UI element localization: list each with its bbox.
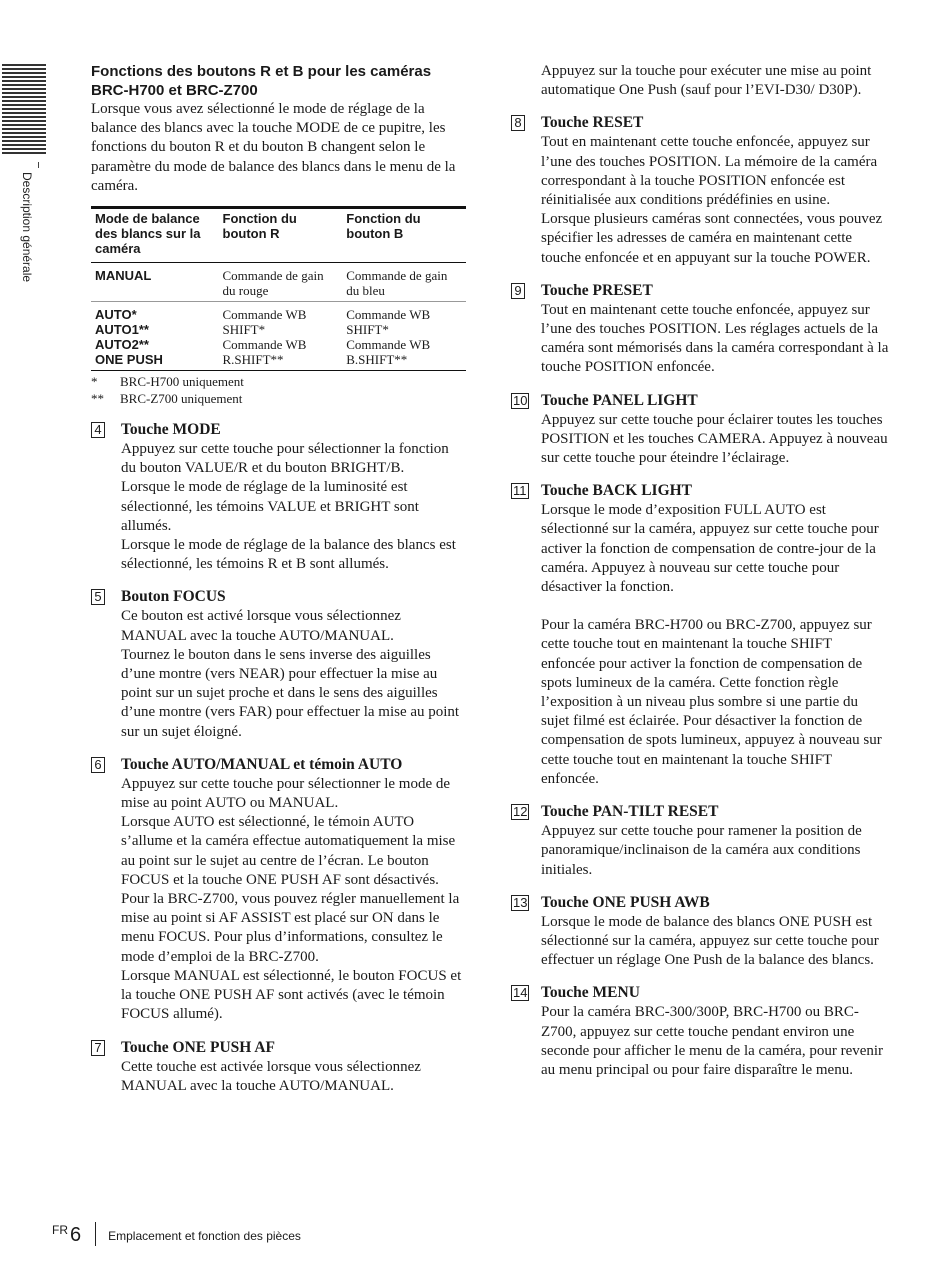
item-paragraph: Appuyez sur cette touche pour ramener la position de panoramique/inclinaison de la caméra aux conditions initiales. [541, 823, 862, 878]
table-header-b: Fonction du bouton B [342, 208, 466, 263]
item-number-badge: 9 [511, 283, 525, 299]
table-cell-b: Commande de gain du bleu [342, 263, 466, 302]
item-title: Touche MODE [121, 421, 221, 439]
table-header-row [91, 208, 466, 263]
list-item [511, 281, 889, 378]
item-number-badge: 4 [91, 422, 105, 438]
item-paragraph: Pour la caméra BRC-H700 ou BRC-Z700, appuyez sur cette touche tout en maintenant la touche SHIFT enfoncée pour activer la fonction de compensation de spots lumineux de la caméra. Cette fonction règle l’exposition à un niveau plus sombre si une partie du sujet filmé est éclairée. Pour désactiver la fonction de compensation de spots lumineux, appuyez à nouveau sur cette touche tout en maintenant la touche SHIFT enfoncée. [541, 617, 882, 787]
footnote [91, 390, 467, 407]
item-paragraph: Cette touche est activée lorsque vous sélectionnez MANUAL avec la touche AUTO/MANUAL. [121, 1058, 421, 1094]
item-paragraph: Pour la BRC-Z700, vous pouvez régler manuellement la mise au point si AF ASSIST est placé sur ON dans le menu FOCUS. Pour plus d’informations, consultez le mode d’emploi de la BRC-Z700. [121, 891, 460, 965]
list-item [511, 481, 889, 789]
page-footer [52, 1220, 301, 1246]
list-item [511, 802, 889, 880]
list-item [511, 391, 889, 469]
wb-function-table [91, 206, 466, 371]
table-row [91, 302, 466, 371]
list-item [91, 587, 467, 741]
item-paragraph: Tout en maintenant cette touche enfoncée, appuyez sur l’une des touches POSITION. La mémoire de la caméra correspondant à la touche POSITION enfoncée est réinitialisée aux conditions prédéfinies en usine. [541, 134, 878, 209]
list-item [511, 983, 889, 1080]
item-paragraph: Lorsque AUTO est sélectionné, le témoin AUTO s’allume et la caméra effectue automatiquement la mise au point sur le sujet au centre de l’écran. Le bouton FOCUS et la touche ONE PUSH AF sont désactivés. [121, 814, 456, 888]
item-title: Touche BACK LIGHT [541, 482, 693, 500]
footnote [91, 373, 467, 390]
right-items-list [511, 113, 889, 1080]
left-column [91, 62, 467, 1096]
item-paragraph: Lorsque le mode de réglage de la luminosité est sélectionné, les témoins VALUE et BRIGHT sont allumés. [121, 479, 419, 534]
section-tab-label: Description générale [20, 172, 34, 283]
item-number-badge: 6 [91, 757, 105, 773]
table-cell-mode: AUTO* AUTO1** AUTO2** ONE PUSH [95, 307, 163, 368]
item-title: Touche PANEL LIGHT [541, 391, 698, 409]
item-paragraph: Ce bouton est activé lorsque vous sélectionnez MANUAL avec la touche AUTO/MANUAL. [121, 608, 401, 644]
list-item [511, 113, 889, 267]
footnote-mark: ** [91, 391, 104, 407]
item-number-badge: 5 [91, 589, 105, 605]
table-cell-r: Commande WB SHIFT* Commande WB R.SHIFT** [222, 307, 307, 368]
item-title: Touche PRESET [541, 281, 653, 299]
item-number-badge: 8 [511, 115, 525, 131]
one-push-af-continued: Appuyez sur la touche pour exécuter une mise au point automatique One Push (sauf pour l’EVI-D30/ D30P). [541, 63, 872, 99]
item-title: Touche ONE PUSH AF [121, 1038, 276, 1056]
item-number-badge: 10 [513, 392, 528, 408]
item-paragraph: Appuyez sur cette touche pour sélectionner le mode de mise au point AUTO ou MANUAL. [121, 775, 451, 812]
item-title: Touche ONE PUSH AWB [541, 893, 710, 911]
footer-section-title: Emplacement et fonction des pièces [108, 1229, 301, 1243]
item-paragraph: Lorsque le mode de réglage de la balance des blancs est sélectionné, les témoins R et B sont allumés. [121, 537, 456, 573]
table-row [91, 263, 466, 302]
item-number-badge: 13 [513, 894, 528, 910]
table-cell-mode: MANUAL [91, 263, 219, 302]
list-item [511, 893, 889, 971]
wb-section-intro: Lorsque vous avez sélectionné le mode de réglage de la balance des blancs avec la touche MODE de ce pupitre, les fonctions du bouton R et du bouton B changent selon le paramètre du mode de balance des blancs dans le menu de la caméra. [91, 101, 456, 194]
item-paragraph: Pour la caméra BRC-300/300P, BRC-H700 ou BRC-Z700, appuyez sur cette touche pendant environ une seconde pour afficher le menu de la caméra, pour revenir au menu principal ou pour faire disparaître le menu. [541, 1004, 884, 1078]
footnote-text: BRC-H700 uniquement [120, 374, 244, 390]
table-header-r: Fonction du bouton R [219, 208, 343, 263]
list-item [91, 420, 467, 574]
item-paragraph: Lorsque le mode d’exposition FULL AUTO est sélectionné sur la caméra, appuyez sur cette touche pour activer la fonction de compensation de contre-jour de la caméra. Appuyez à nouveau sur cette touche pour désactiver la fonction. [541, 502, 879, 596]
footer-page-number: 6 [70, 1224, 82, 1246]
item-number-badge: 14 [513, 985, 528, 1001]
footnote-text: BRC-Z700 uniquement [120, 391, 243, 407]
item-paragraph: Appuyez sur cette touche pour éclairer toutes les touches POSITION et les touches CAMERA. Appuyez à nouveau sur cette touche pour éteindre l’éclairage. [541, 411, 888, 467]
item-title: Bouton FOCUS [121, 588, 226, 606]
item-paragraph: Tournez le bouton dans le sens inverse des aiguilles d’une montre (vers NEAR) pour effectuer la mise au point sur un sujet proche et dans le sens des aiguilles d’une montre (vers FAR) pour effectuer la mise au point sur un sujet éloigné. [121, 646, 460, 740]
item-paragraph: Lorsque le mode de balance des blancs ONE PUSH est sélectionné sur la caméra, appuyez sur cette touche pour effectuer un réglage One Push de la balance des blancs. [541, 913, 879, 969]
item-paragraph: Lorsque plusieurs caméras sont connectées, vous pouvez spécifier les adresses de caméra en maintenant cette touche enfoncée et en appuyant sur la touche POWER. [541, 211, 883, 266]
item-title: Touche AUTO/MANUAL et témoin AUTO [121, 755, 403, 773]
item-paragraph: Tout en maintenant cette touche enfoncée, appuyez sur l’une des touches POSITION. Les réglages actuels de la caméra sont mémorisés dans la caméra correspondant à la touche POSITION enfoncée. [541, 301, 889, 376]
table-header-mode: Mode de balance des blancs sur la caméra [91, 208, 219, 263]
item-number-badge: 7 [91, 1040, 105, 1056]
item-number-badge: 12 [513, 804, 528, 820]
table-cell-r: Commande de gain du rouge [219, 263, 343, 302]
item-title: Touche PAN-TILT RESET [541, 803, 719, 821]
table-cell-b: Commande WB SHIFT* Commande WB B.SHIFT** [346, 307, 431, 368]
section-tab-rule [38, 162, 39, 168]
list-item [91, 1038, 467, 1096]
list-item [91, 755, 467, 1025]
left-items-list [91, 420, 467, 1096]
wb-section-title: Fonctions des boutons R et B pour les caméras BRC-H700 et BRC-Z700 [91, 63, 432, 99]
section-tab-stripes [2, 64, 46, 154]
item-paragraph: Appuyez sur cette touche pour sélectionner la fonction du bouton VALUE/R et du bouton BRIGHT/B. [121, 441, 449, 477]
footer-divider [95, 1222, 96, 1246]
item-number-badge: 11 [513, 483, 527, 499]
footnote-mark: * [91, 374, 98, 390]
item-paragraph: Lorsque MANUAL est sélectionné, le bouton FOCUS et la touche ONE PUSH AF sont activés (avec le témoin FOCUS allumé). [121, 967, 462, 1023]
item-title: Touche MENU [541, 984, 640, 1002]
item-title: Touche RESET [541, 114, 644, 132]
footer-language: FR [52, 1223, 68, 1237]
right-column [511, 62, 889, 1080]
